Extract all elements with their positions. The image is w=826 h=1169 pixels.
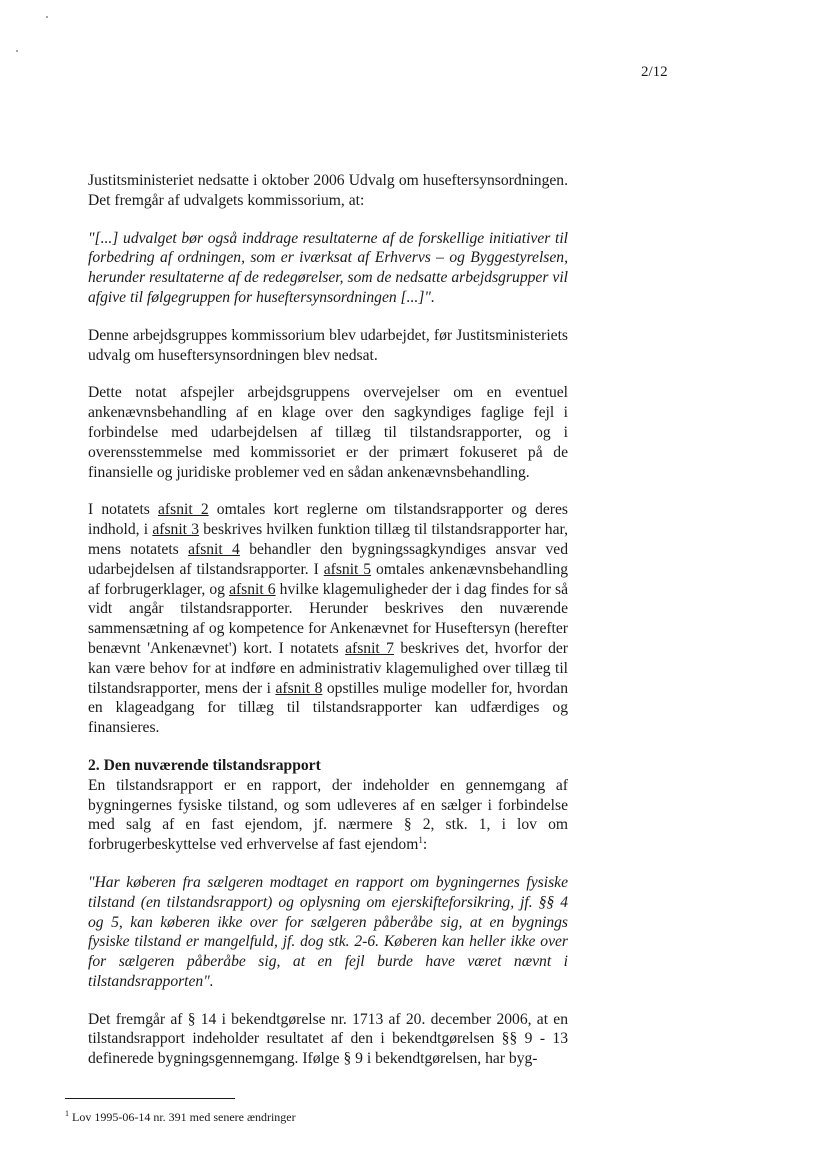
scan-speck: [16, 50, 18, 52]
outline-text: beskrives det, hvorfor der kan være behov for at indføre en administrativ klagemulighed over tillæg til tilstandsrapporter, mens der i: [88, 639, 568, 697]
outline-text: beskrives hvilken funktion tillæg til tilstandsrapporter har, mens notatets: [88, 521, 568, 558]
outline-paragraph: [88, 500, 568, 738]
section-5-link[interactable]: afsnit 5: [323, 560, 372, 578]
section-8-link[interactable]: afsnit 8: [275, 679, 323, 697]
footnote-number: 1: [65, 1109, 69, 1118]
section-3-link[interactable]: afsnit 3: [152, 521, 200, 539]
section-2-paragraph: [88, 776, 568, 855]
page-number: 2/12: [641, 64, 668, 80]
section-2-heading: 2. Den nuværende tilstandsrapport: [88, 756, 321, 774]
section-6-link[interactable]: afsnit 6: [229, 580, 276, 598]
outline-text: omtales kort reglerne om tilstandsrapporter og deres indhold, i: [88, 501, 568, 539]
footnote-reference[interactable]: 1: [418, 834, 423, 845]
law-quote: "Har køberen fra sælgeren modtaget en rapport om bygningernes fysiske tilstand (en tilstandsrapport) og oplysning om ejerskifteforsikring, jf. §§ 4 og 5, kan køberen ikke over for sælgeren påberåbe sig, at en bygnings fysiske tilstand er mangelfuld, jf. dog stk. 2-6. Køberen kan heller ikke over for sælgeren påberåbe sig, at en fejl burde have været nævnt i tilstandsrapporten".: [88, 873, 568, 990]
document-body: [88, 171, 568, 1087]
outline-text: I notatets: [88, 501, 159, 519]
outline-text: hvilke klagemuligheder der i dag findes for så vidt angår tilstandsrapporter. Herunder beskrives den nuværende sammensætning af og kompetence for Ankenævnet for Huseftersyn (herefter benævnt 'Ankenævnet') kort. I notatets: [88, 580, 568, 657]
footnote-divider: [65, 1098, 235, 1099]
section-2-text-end: :: [422, 836, 428, 854]
outline-text: opstilles mulige modeller for, hvordan en klageadgang for tillæg til tilstandsrapporter kan udfærdiges og finansieres.: [88, 679, 569, 737]
outline-text: behandler den bygningssagkyndiges ansvar ved udarbejdelsen af tilstandsrapporter. I: [88, 540, 568, 578]
memo-scope-paragraph: Dette notat afspejler arbejdsgruppens overvejelser om en eventuel ankenævnsbehandling af en klage over den sagkyndiges faglige fejl i forbindelse med udarbejdelsen af tillæg til tilstandsrapporter, og i overensstemmelse med kommissoriet er der primært fokuseret på de finansielle og juridiske problemer ved en sådan ankenævnsbehandling.: [88, 384, 568, 481]
commission-paragraph: Denne arbejdsgruppes kommissorium blev udarbejdet, før Justitsministeriets udvalg om huseftersynsordningen blev nedsat.: [88, 326, 568, 364]
outline-text: omtales ankenævnsbehandling af forbrugerklager, og: [88, 560, 568, 598]
regulation-paragraph: Det fremgår af § 14 i bekendtgørelse nr. 1713 af 20. december 2006, at en tilstandsrapport indeholder resultatet af den i bekendtgørelsen §§ 9 - 13 definerede bygningsgennemgang. Ifølge § 9 i bekendtgørelsen, har byg-: [88, 1010, 568, 1068]
section-2-link[interactable]: afsnit 2: [158, 501, 209, 519]
intro-paragraph: Justitsministeriet nedsatte i oktober 2006 Udvalg om huseftersynsordningen. Det fremgår af udvalgets kommissorium, at:: [88, 172, 568, 209]
scan-speck: [46, 16, 48, 18]
footnote: [65, 1110, 296, 1125]
section-7-link[interactable]: afsnit 7: [345, 639, 394, 657]
commission-quote: "[...] udvalget bør også inddrage resultaterne af de forskellige initiativer til forbedring af ordningen, som er iværksat af Erhvervs – og Byggestyrelsen, herunder resultaterne af de redegørelser, som de nedsatte arbejdsgrupper vil afgive til følgegruppen for huseftersynsordningen [...]".: [88, 229, 568, 306]
section-2-text: En tilstandsrapport er en rapport, der indeholder en gennemgang af bygningernes fysiske tilstand, og som udleveres af en sælger i forbindelse med salg af en fast ejendom, jf. nærmere § 2, stk. 1, i lov om forbrugerbeskyttelse ved erhvervelse af fast ejendom: [88, 776, 568, 854]
section-4-link[interactable]: afsnit 4: [188, 540, 240, 558]
footnote-text: Lov 1995-06-14 nr. 391 med senere ændringer: [72, 1110, 296, 1124]
